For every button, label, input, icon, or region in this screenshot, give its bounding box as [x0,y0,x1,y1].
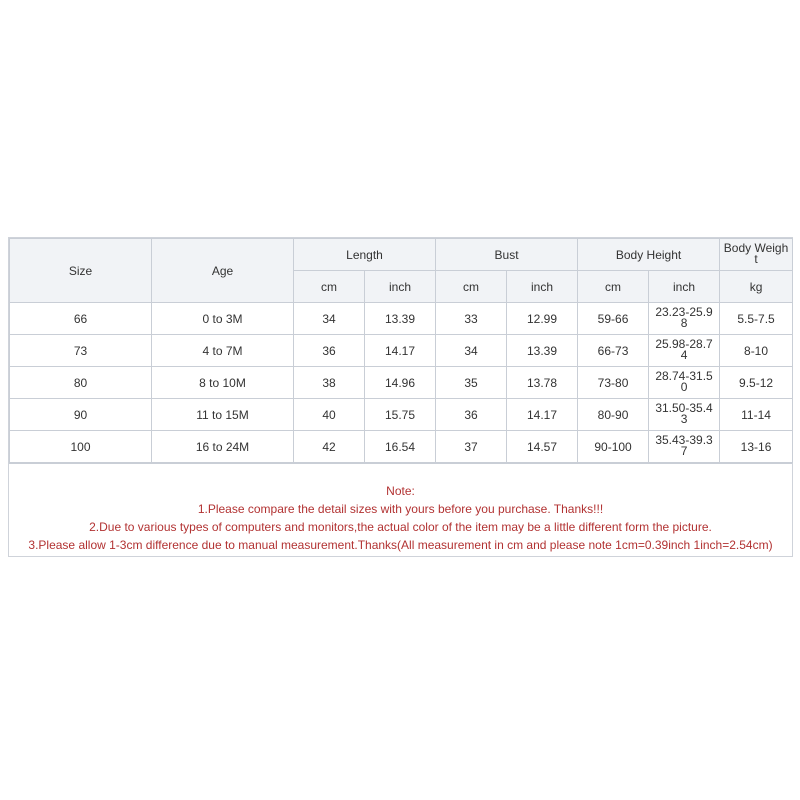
cell-height-cm: 90-100 [578,431,649,463]
header-weight-kg: kg [720,271,793,303]
cell-length-cm: 36 [294,335,365,367]
cell-weight-kg: 13-16 [720,431,793,463]
note-line-3: 3.Please allow 1-3cm difference due to manual measurement.Thanks(All measurement in cm and please note 1cm=0.39inch 1inch=2.54cm) [28,538,773,552]
cell-age: 8 to 10M [152,367,294,399]
header-row-main [10,239,793,271]
table-row [10,303,793,335]
cell-size: 73 [10,335,152,367]
header-height-inch: inch [649,271,720,303]
note-title: Note: [386,484,415,498]
cell-height-inch-value: 28.74-31.50 [655,369,713,394]
cell-age: 16 to 24M [152,431,294,463]
cell-height-inch [649,335,720,367]
cell-length-inch: 13.39 [365,303,436,335]
cell-height-cm: 59-66 [578,303,649,335]
cell-height-inch [649,367,720,399]
header-size: Size [10,239,152,303]
cell-height-inch-value: 25.98-28.74 [655,337,713,362]
table-row [10,431,793,463]
cell-length-inch: 15.75 [365,399,436,431]
cell-length-cm: 38 [294,367,365,399]
table-row [10,335,793,367]
cell-height-inch [649,431,720,463]
cell-bust-cm: 33 [436,303,507,335]
header-body-height: Body Height [578,239,720,271]
size-table [9,238,793,463]
header-length-cm: cm [294,271,365,303]
cell-bust-cm: 36 [436,399,507,431]
cell-length-cm: 34 [294,303,365,335]
note-line-2: 2.Due to various types of computers and monitors,the actual color of the item may be a little different form the picture. [89,520,712,534]
cell-weight-kg: 9.5-12 [720,367,793,399]
cell-height-inch-value: 23.23-25.98 [655,305,713,330]
header-age: Age [152,239,294,303]
cell-height-cm: 73-80 [578,367,649,399]
cell-bust-cm: 34 [436,335,507,367]
cell-age: 4 to 7M [152,335,294,367]
cell-size: 66 [10,303,152,335]
table-row [10,399,793,431]
cell-bust-inch: 14.17 [507,399,578,431]
cell-size: 100 [10,431,152,463]
header-length-inch: inch [365,271,436,303]
cell-size: 80 [10,367,152,399]
cell-length-cm: 42 [294,431,365,463]
table-row [10,367,793,399]
header-body-weight-label: Body Weight [723,241,789,266]
cell-bust-inch: 13.78 [507,367,578,399]
header-height-cm: cm [578,271,649,303]
cell-length-inch: 14.17 [365,335,436,367]
cell-height-inch-value: 31.50-35.43 [655,401,713,426]
header-length: Length [294,239,436,271]
header-bust-cm: cm [436,271,507,303]
cell-weight-kg: 11-14 [720,399,793,431]
cell-height-inch [649,303,720,335]
cell-length-inch: 14.96 [365,367,436,399]
cell-length-inch: 16.54 [365,431,436,463]
header-bust-inch: inch [507,271,578,303]
cell-age: 0 to 3M [152,303,294,335]
cell-height-inch [649,399,720,431]
cell-length-cm: 40 [294,399,365,431]
cell-age: 11 to 15M [152,399,294,431]
cell-weight-kg: 8-10 [720,335,793,367]
cell-bust-cm: 35 [436,367,507,399]
cell-bust-cm: 37 [436,431,507,463]
cell-weight-kg: 5.5-7.5 [720,303,793,335]
cell-size: 90 [10,399,152,431]
header-bust: Bust [436,239,578,271]
cell-height-cm: 66-73 [578,335,649,367]
cell-bust-inch: 12.99 [507,303,578,335]
note-line-1: 1.Please compare the detail sizes with yours before you purchase. Thanks!!! [197,502,604,516]
header-body-weight [720,239,793,271]
cell-height-inch-value: 35.43-39.37 [655,433,713,458]
size-chart [8,237,793,557]
note-section [9,463,792,556]
cell-height-cm: 80-90 [578,399,649,431]
cell-bust-inch: 13.39 [507,335,578,367]
cell-bust-inch: 14.57 [507,431,578,463]
